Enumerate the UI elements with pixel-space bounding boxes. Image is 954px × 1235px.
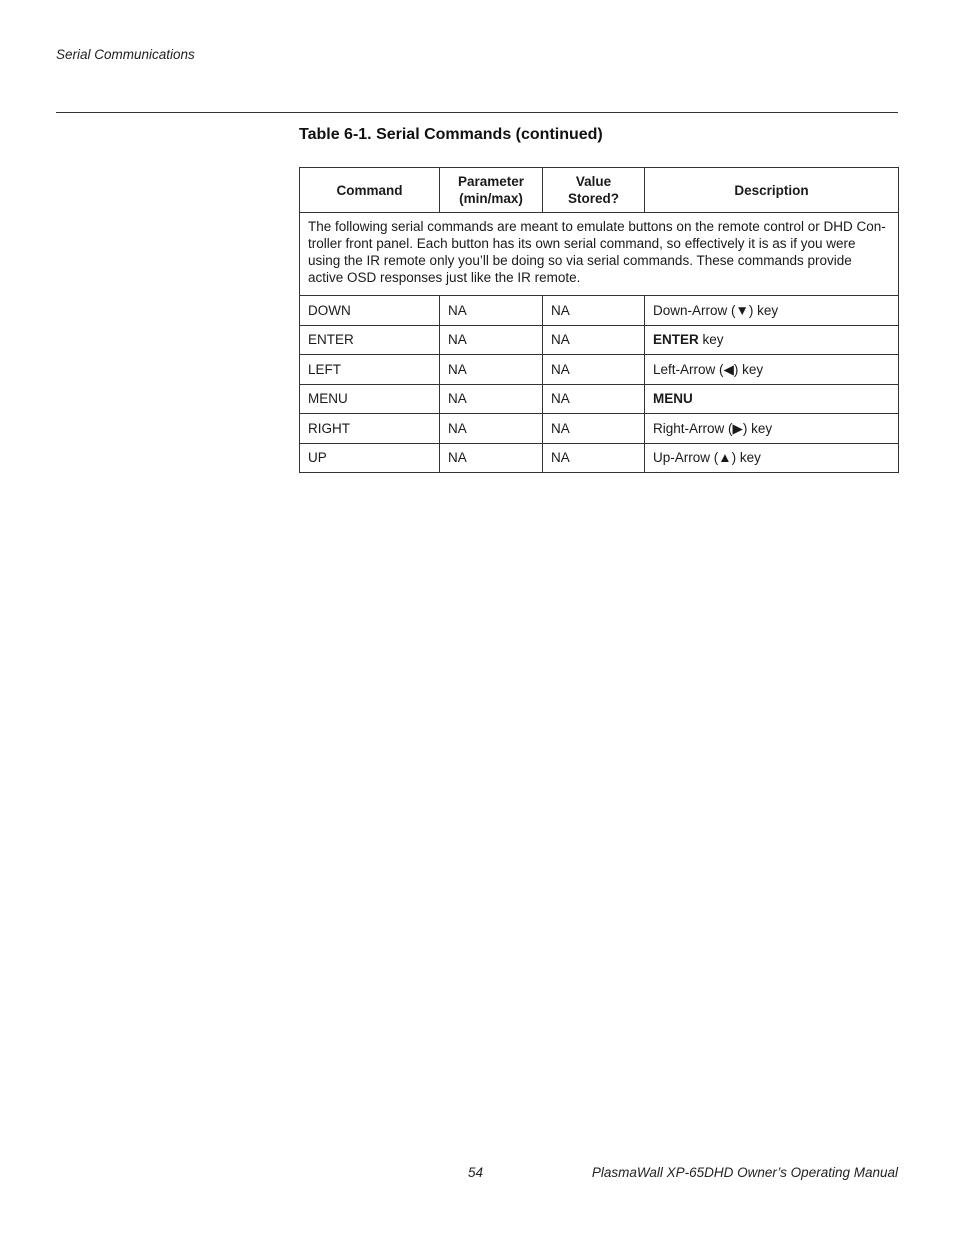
value-stored-cell: NA bbox=[543, 443, 645, 473]
description-suffix: ) key bbox=[748, 302, 779, 318]
command-cell: DOWN bbox=[300, 296, 440, 326]
description-suffix: ) key bbox=[733, 361, 764, 377]
table-row bbox=[300, 296, 899, 326]
command-cell: UP bbox=[300, 443, 440, 473]
parameter-cell: NA bbox=[440, 443, 543, 473]
description-cell bbox=[645, 355, 899, 385]
description-text: Down-Arrow ( bbox=[653, 302, 736, 318]
description-text: Right-Arrow ( bbox=[653, 420, 733, 436]
description-key-name: ENTER bbox=[653, 332, 699, 348]
parameter-cell: NA bbox=[440, 384, 543, 414]
column-header-command: Command bbox=[300, 168, 440, 213]
column-header-value-line1: Value bbox=[575, 174, 612, 189]
description-cell bbox=[645, 325, 899, 355]
table-title: Table 6-1. Serial Commands (continued) bbox=[299, 126, 603, 143]
description-text: Up-Arrow ( bbox=[653, 450, 719, 466]
command-cell: LEFT bbox=[300, 355, 440, 385]
description-cell bbox=[645, 414, 899, 444]
value-stored-cell: NA bbox=[543, 355, 645, 385]
column-header-description: Description bbox=[645, 168, 899, 213]
parameter-cell: NA bbox=[440, 296, 543, 326]
description-key-name: MENU bbox=[653, 391, 693, 407]
command-cell: RIGHT bbox=[300, 414, 440, 444]
table-row bbox=[300, 325, 899, 355]
table-row bbox=[300, 355, 899, 385]
manual-title: PlasmaWall XP-65DHD Owner’s Operating Manual bbox=[591, 1165, 898, 1180]
down-arrow-icon: ▼ bbox=[735, 302, 749, 318]
column-header-value-line2: Stored? bbox=[567, 191, 619, 206]
command-cell: ENTER bbox=[300, 325, 440, 355]
description-cell bbox=[645, 384, 899, 414]
left-arrow-icon: ◀ bbox=[723, 361, 734, 377]
up-arrow-icon: ▲ bbox=[718, 450, 732, 466]
column-header-value-stored bbox=[543, 168, 645, 213]
table-row bbox=[300, 414, 899, 444]
description-text: Left-Arrow ( bbox=[653, 361, 724, 377]
page-number: 54 bbox=[468, 1165, 484, 1180]
description-cell bbox=[645, 296, 899, 326]
column-header-parameter bbox=[440, 168, 543, 213]
right-arrow-icon: ▶ bbox=[732, 420, 743, 436]
description-cell bbox=[645, 443, 899, 473]
parameter-cell: NA bbox=[440, 414, 543, 444]
value-stored-cell: NA bbox=[543, 325, 645, 355]
serial-commands-table bbox=[299, 167, 899, 473]
value-stored-cell: NA bbox=[543, 296, 645, 326]
value-stored-cell: NA bbox=[543, 384, 645, 414]
column-header-parameter-line2: (min/max) bbox=[459, 191, 523, 206]
value-stored-cell: NA bbox=[543, 414, 645, 444]
running-header: Serial Communications bbox=[56, 47, 195, 62]
table-intro-row bbox=[300, 213, 899, 296]
header-rule bbox=[56, 112, 898, 113]
column-header-parameter-line1: Parameter bbox=[457, 174, 525, 189]
parameter-cell: NA bbox=[440, 355, 543, 385]
table-header-row bbox=[300, 168, 899, 213]
table-intro-text: The following serial commands are meant to emulate buttons on the remote control or DHD Con-troller front panel. Each button has its own serial command, so effectively it is as if you were using the IR remote only you’ll be doing so via serial commands. These commands provide active OSD responses just like the IR remote. bbox=[300, 213, 899, 296]
parameter-cell: NA bbox=[440, 325, 543, 355]
description-suffix: key bbox=[698, 332, 724, 348]
table-row bbox=[300, 443, 899, 473]
table-row bbox=[300, 384, 899, 414]
command-cell: MENU bbox=[300, 384, 440, 414]
description-suffix: ) key bbox=[742, 420, 773, 436]
description-suffix: ) key bbox=[731, 450, 761, 466]
